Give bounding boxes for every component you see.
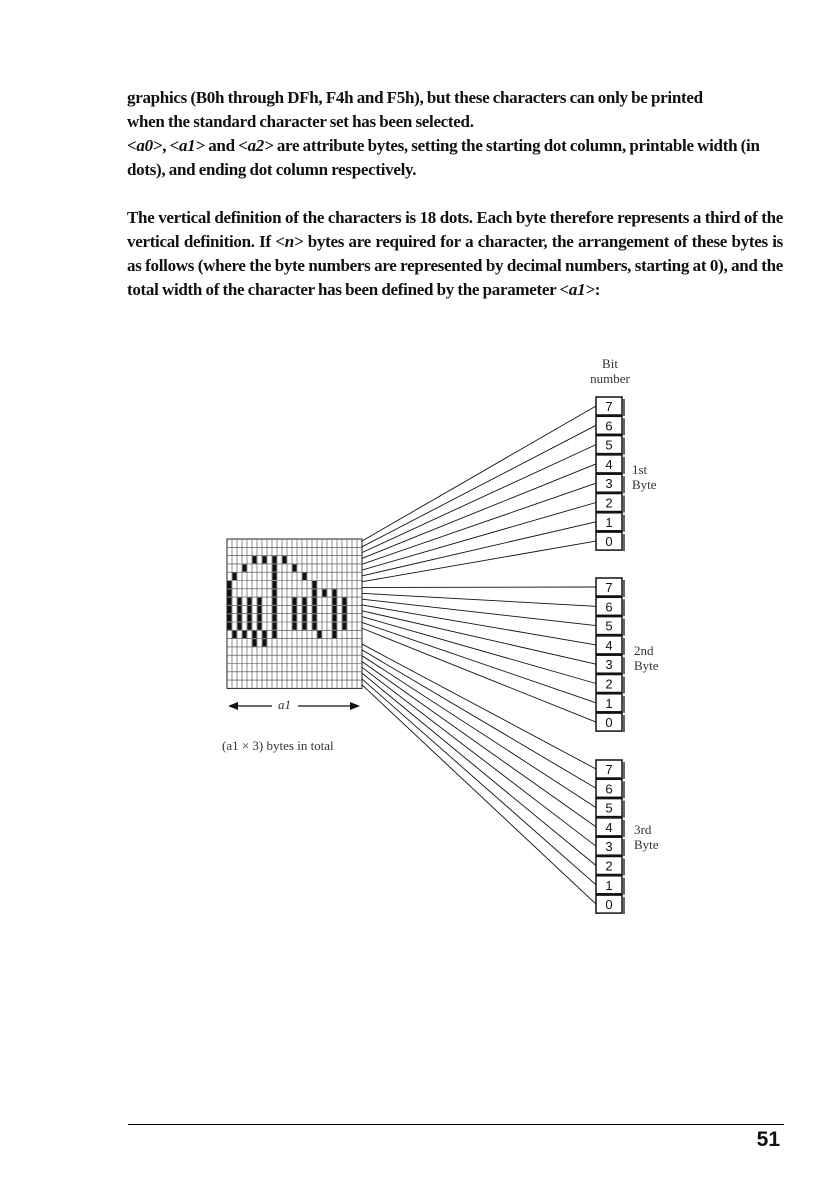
dot <box>318 631 322 638</box>
dot <box>303 598 307 605</box>
byte-label-1: 1st Byte <box>632 462 657 492</box>
dot <box>343 614 347 621</box>
dot <box>248 606 252 613</box>
dot <box>238 623 242 630</box>
bit-number: 5 <box>605 800 613 816</box>
dot <box>273 598 277 605</box>
dot <box>253 639 257 646</box>
dot <box>273 606 277 613</box>
byte-label-2: 2nd Byte <box>634 643 659 673</box>
dot <box>343 598 347 605</box>
dot <box>293 564 297 571</box>
dot <box>258 598 262 605</box>
dot <box>273 623 277 630</box>
connector-line <box>362 685 596 904</box>
dot <box>313 623 317 630</box>
dot <box>313 589 317 596</box>
dot <box>263 556 267 563</box>
dot <box>238 614 242 621</box>
connector-line <box>362 679 596 885</box>
dot <box>303 623 307 630</box>
dot <box>333 589 337 596</box>
dot <box>228 589 232 596</box>
connector-line <box>362 593 596 606</box>
dot <box>248 614 252 621</box>
width-arrow-right-head <box>350 702 360 710</box>
dot <box>263 639 267 646</box>
dot <box>313 614 317 621</box>
dot <box>293 598 297 605</box>
dot <box>293 606 297 613</box>
bit-number: 4 <box>605 637 613 653</box>
dot <box>258 623 262 630</box>
bit-number: 3 <box>605 839 613 855</box>
dot <box>228 598 232 605</box>
dot <box>243 631 247 638</box>
connector-line <box>362 650 596 788</box>
connector-line <box>362 673 596 865</box>
connector-line <box>362 605 596 645</box>
dot <box>253 631 257 638</box>
dot <box>233 573 237 580</box>
dot <box>228 623 232 630</box>
bit-number: 7 <box>605 580 613 595</box>
bit-number: 1 <box>605 877 613 893</box>
dot <box>333 614 337 621</box>
vertical-definition-paragraph: The vertical definition of the characters is 18 dots. Each byte therefore represents a third of the vertical definition. If <n> bytes are required for a character, the arrangement of these bytes is as follows (where the byte numbers are represented by decimal numbers, starting at 0), and the total width of the character has been defined by the parameter <a1>: <box>127 208 783 299</box>
connector-line <box>362 599 596 625</box>
dot <box>293 623 297 630</box>
connector-line <box>362 628 596 722</box>
dot <box>273 573 277 580</box>
intro-line-1: graphics (B0h through DFh, F4h and F5h), but these characters can only be printed <box>127 88 703 107</box>
dot <box>293 614 297 621</box>
dot <box>258 614 262 621</box>
dot <box>323 589 327 596</box>
dot <box>303 614 307 621</box>
connector-line <box>362 483 596 564</box>
dot <box>303 606 307 613</box>
dot <box>273 556 277 563</box>
bit-number: 2 <box>605 495 613 511</box>
bit-number: 5 <box>605 437 613 453</box>
dot <box>273 589 277 596</box>
a0-param: <a0> <box>127 136 163 155</box>
dot <box>313 598 317 605</box>
dot <box>273 614 277 621</box>
bit-number: 3 <box>605 657 613 673</box>
dot <box>283 556 287 563</box>
footer-rule <box>128 1124 784 1125</box>
dot <box>228 581 232 588</box>
intro-line-2: when the standard character set has been selected. <box>127 112 474 131</box>
connector-line <box>362 425 596 547</box>
byte-label-3: 3rd Byte <box>634 822 659 852</box>
n-param: <n> <box>275 232 304 251</box>
dot <box>343 623 347 630</box>
bit-number: 4 <box>605 456 613 472</box>
bit-number: 6 <box>605 599 613 615</box>
bit-number: 2 <box>605 858 613 874</box>
connector-line <box>362 406 596 541</box>
dot <box>263 631 267 638</box>
bit-number: 0 <box>605 715 613 731</box>
bit-number: 7 <box>605 762 613 777</box>
bit-number: 4 <box>605 819 613 835</box>
dot <box>273 631 277 638</box>
connector-line <box>362 611 596 664</box>
bit-number: 0 <box>605 897 613 913</box>
dot <box>313 581 317 588</box>
dot <box>243 564 247 571</box>
connector-line <box>362 587 596 588</box>
a2-param: <a2> <box>238 136 274 155</box>
bit-number-header: Bit number <box>590 356 630 386</box>
dot <box>273 564 277 571</box>
dot <box>273 581 277 588</box>
dot <box>333 631 337 638</box>
dot <box>333 623 337 630</box>
dot <box>248 623 252 630</box>
width-label: a1 <box>278 697 291 712</box>
attribute-bytes-text: <a0>, <a1> and <a2> are attribute bytes, setting the starting dot column, printable width (in dots), and ending dot column respectively. <box>127 136 760 179</box>
dot <box>313 606 317 613</box>
dot <box>238 598 242 605</box>
total-bytes-label: (a1 × 3) bytes in total <box>222 738 334 753</box>
a1-param: <a1> <box>169 136 205 155</box>
connector-line <box>362 656 596 808</box>
dot <box>333 606 337 613</box>
connector-line <box>362 662 596 827</box>
bit-number: 3 <box>605 476 613 492</box>
width-arrow-left-head <box>228 702 238 710</box>
dot <box>228 614 232 621</box>
connector-line <box>362 541 596 582</box>
dot <box>238 606 242 613</box>
connector-line <box>362 617 596 684</box>
dot <box>233 631 237 638</box>
bit-number: 7 <box>605 399 613 414</box>
dot <box>303 573 307 580</box>
connector-line <box>362 522 596 576</box>
dot <box>258 606 262 613</box>
dot <box>253 556 257 563</box>
dot <box>248 598 252 605</box>
bit-number: 1 <box>605 514 613 530</box>
a1-param-2: <a1> <box>559 280 595 299</box>
bit-number: 0 <box>605 534 613 550</box>
bit-number: 2 <box>605 676 613 692</box>
dot <box>228 606 232 613</box>
bit-number: 1 <box>605 695 613 711</box>
dot <box>333 598 337 605</box>
bit-number: 6 <box>605 781 613 797</box>
connector-line <box>362 667 596 846</box>
bit-number: 5 <box>605 618 613 634</box>
bit-number: 6 <box>605 418 613 434</box>
dot <box>343 606 347 613</box>
page-number: 51 <box>756 1128 780 1151</box>
connector-line <box>362 464 596 559</box>
